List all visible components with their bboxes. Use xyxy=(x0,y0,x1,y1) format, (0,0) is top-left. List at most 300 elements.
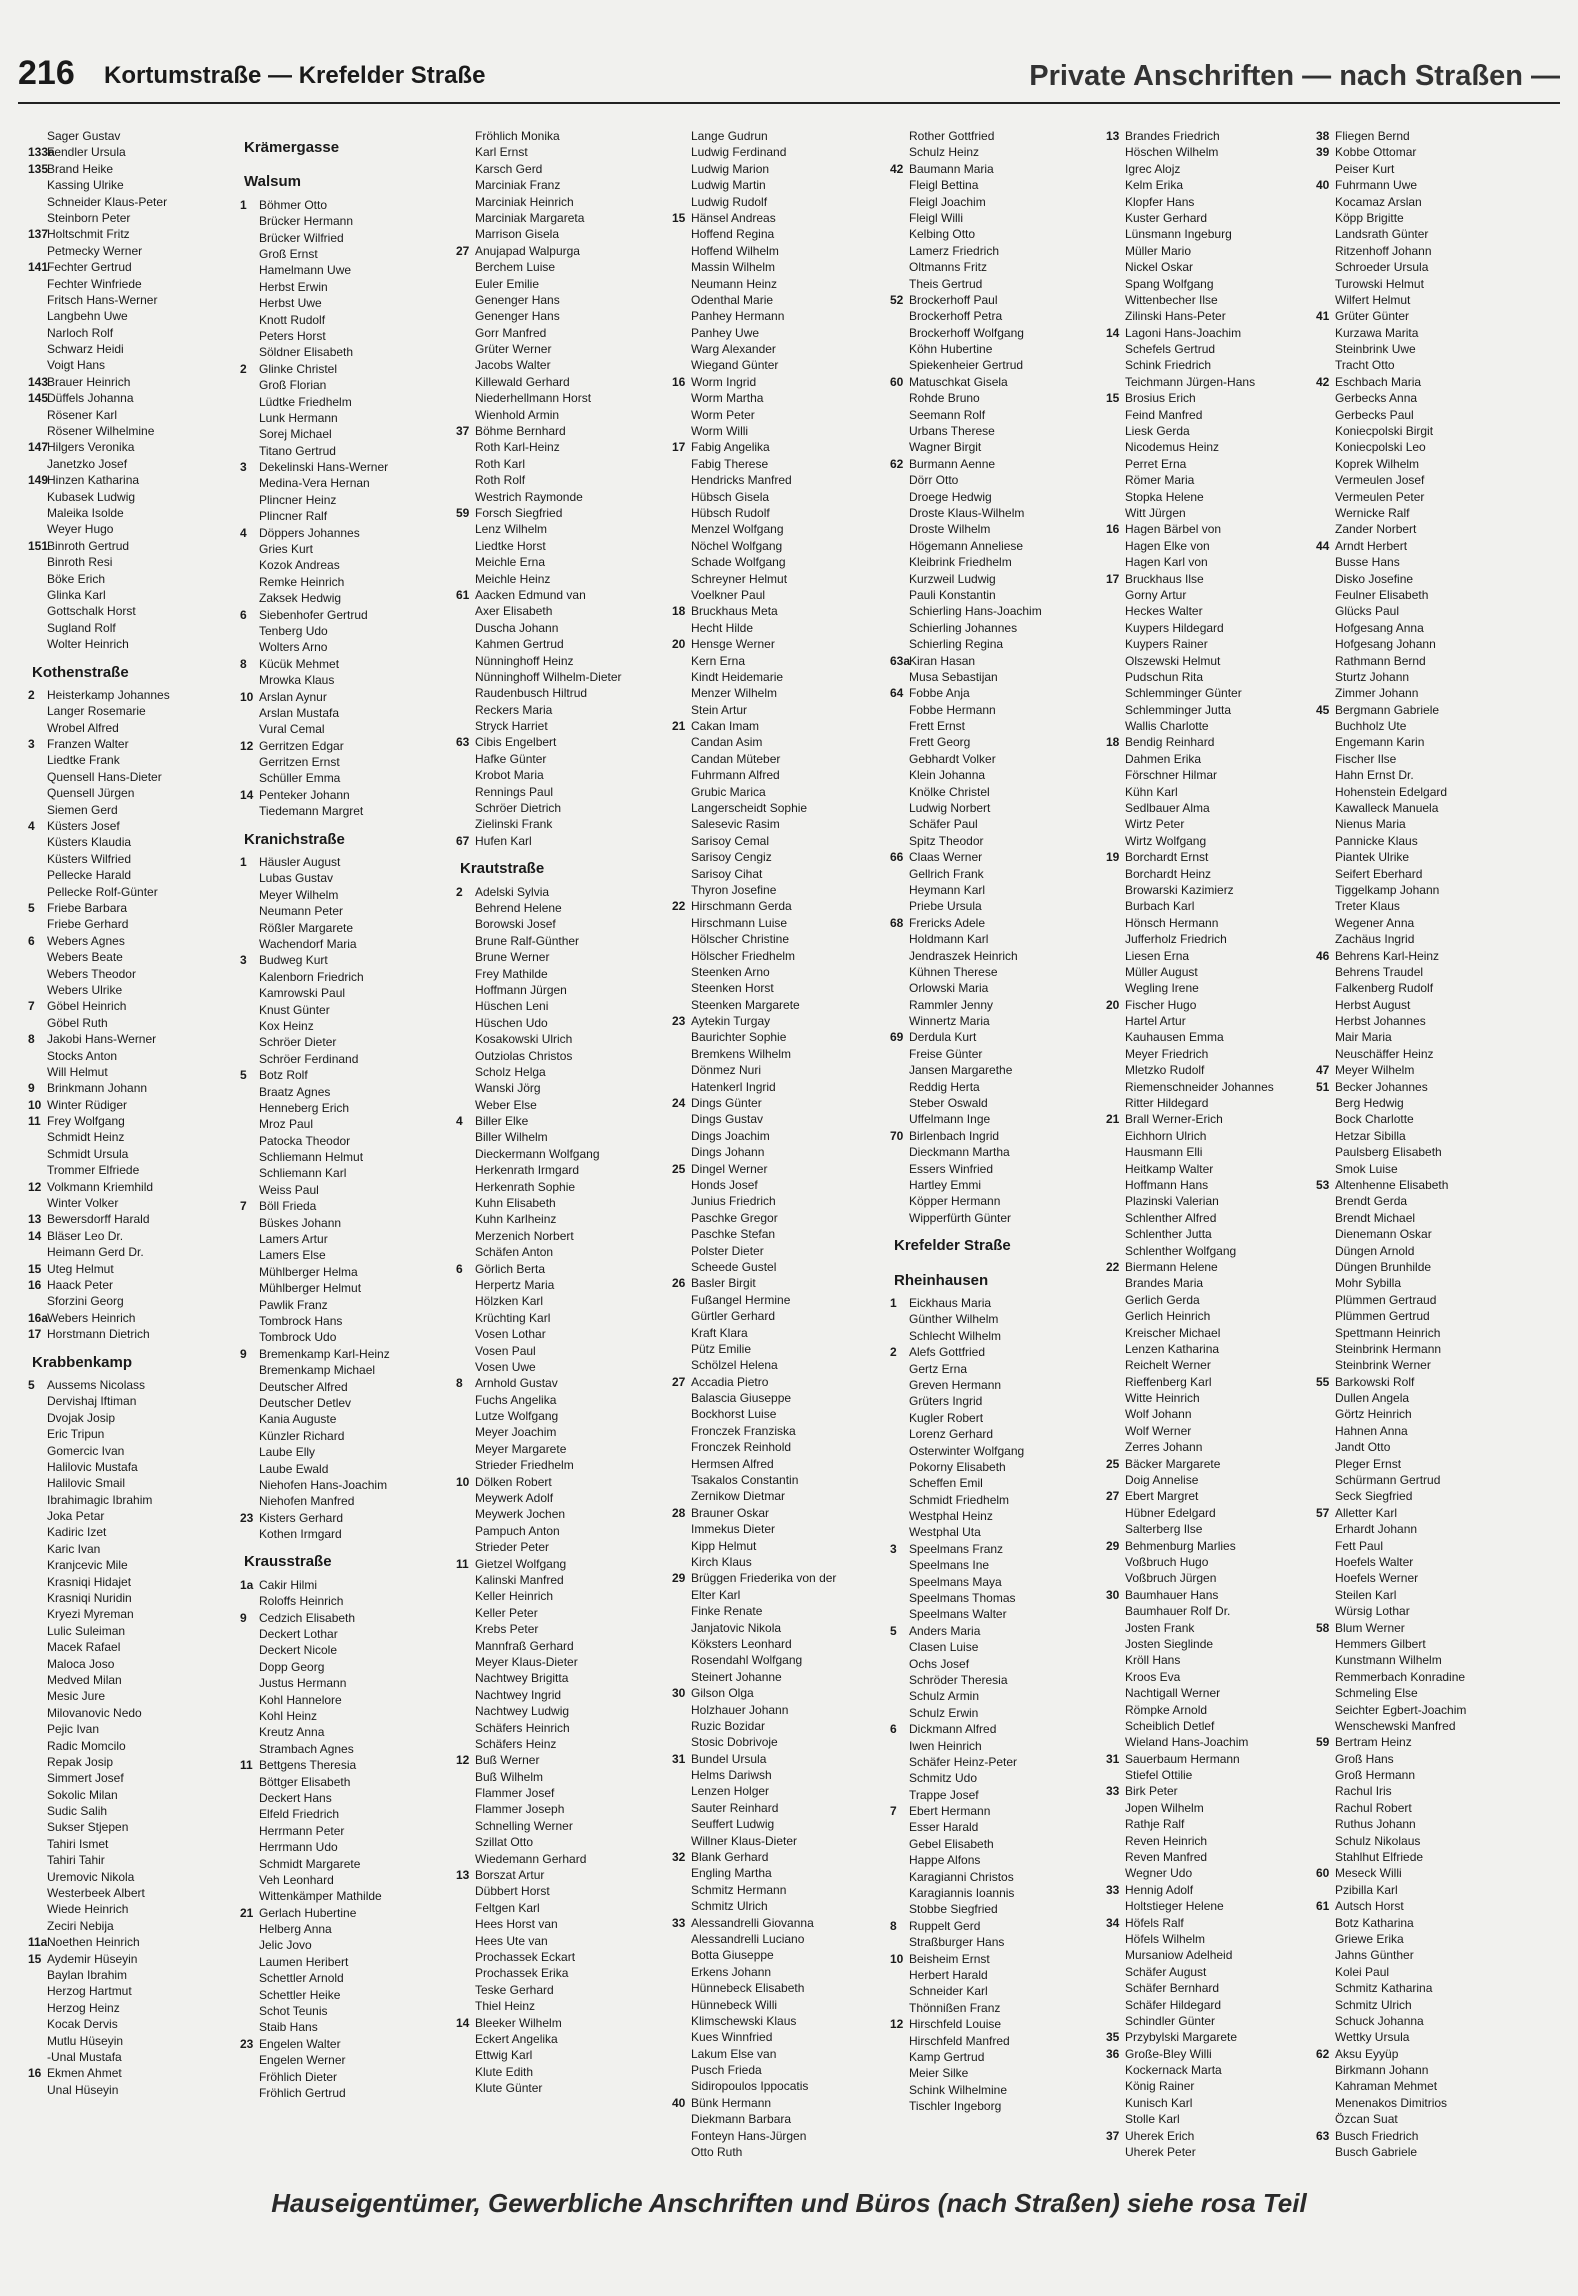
resident-name: Kubasek Ludwig xyxy=(47,489,136,504)
resident-name: Tiedemann Margret xyxy=(259,804,364,819)
resident-name: Kothen Irmgard xyxy=(259,1527,342,1542)
resident-name: Fröhlich Monika xyxy=(475,129,560,143)
resident-name: Ochs Josef xyxy=(909,1656,970,1671)
resident-entry xyxy=(1316,1144,1514,1160)
resident-name: Meyer Klaus-Dieter xyxy=(475,1654,578,1669)
resident-entry xyxy=(890,1738,1088,1754)
resident-name: Griewe Erika xyxy=(1335,1931,1404,1946)
resident-entry xyxy=(240,854,438,870)
resident-entry xyxy=(672,734,870,750)
resident-name: Bleeker Wilhelm xyxy=(475,2015,562,2030)
resident-name: Deutscher Detlev xyxy=(259,1395,352,1410)
resident-name: Massin Wilhelm xyxy=(691,260,776,275)
resident-name: Böll Frieda xyxy=(259,1199,317,1214)
resident-entry xyxy=(672,472,870,488)
house-number: 13 xyxy=(456,1868,470,1883)
resident-entry xyxy=(240,1823,438,1839)
resident-entry xyxy=(1316,2046,1514,2062)
resident-entry xyxy=(28,1623,226,1639)
resident-entry xyxy=(890,653,1088,669)
resident-entry xyxy=(456,966,654,982)
resident-name: Buß Wilhelm xyxy=(475,1769,544,1784)
resident-entry xyxy=(672,1259,870,1275)
resident-name: Schmitz Udo xyxy=(909,1771,978,1786)
resident-entry xyxy=(890,439,1088,455)
resident-entry xyxy=(456,472,654,488)
resident-entry xyxy=(240,1839,438,1855)
resident-name: Paulsberg Elisabeth xyxy=(1335,1145,1442,1160)
resident-entry xyxy=(240,1297,438,1313)
resident-entry xyxy=(890,243,1088,259)
resident-entry xyxy=(28,1967,226,1983)
resident-entry xyxy=(240,721,438,737)
page-number: 216 xyxy=(18,54,75,92)
resident-entry xyxy=(672,882,870,898)
resident-name: Gerbecks Anna xyxy=(1335,391,1418,406)
resident-entry xyxy=(1316,1243,1514,1259)
resident-entry xyxy=(1106,341,1304,357)
resident-entry xyxy=(456,177,654,193)
resident-name: Hübsch Gisela xyxy=(691,489,770,504)
resident-entry xyxy=(890,456,1088,472)
resident-entry xyxy=(1106,2128,1304,2144)
resident-entry xyxy=(28,687,226,703)
resident-entry xyxy=(672,259,870,275)
resident-name: Wolter Heinrich xyxy=(47,637,129,652)
resident-entry xyxy=(456,1146,654,1162)
resident-name: Strieder Peter xyxy=(475,1540,550,1555)
resident-entry xyxy=(1316,439,1514,455)
resident-name: Kauhausen Emma xyxy=(1125,1030,1224,1045)
resident-entry xyxy=(1106,1406,1304,1422)
house-number: 11 xyxy=(456,1556,469,1571)
resident-name: Brockerhoff Paul xyxy=(909,292,998,307)
resident-entry xyxy=(456,2015,654,2031)
resident-name: Wrobel Alfred xyxy=(47,720,119,735)
resident-name: Steber Oswald xyxy=(909,1096,988,1111)
resident-entry xyxy=(672,554,870,570)
resident-name: Stocks Anton xyxy=(47,1048,118,1063)
resident-entry xyxy=(28,308,226,324)
resident-name: Hafke Günter xyxy=(475,751,547,766)
house-number: 11 xyxy=(240,1758,253,1773)
resident-entry xyxy=(672,1193,870,1209)
resident-name: Fleigl Joachim xyxy=(909,194,986,209)
resident-name: Biller Wilhelm xyxy=(475,1130,548,1145)
resident-name: Höfels Wilhelm xyxy=(1125,1931,1206,1946)
house-number: 31 xyxy=(672,1751,686,1766)
resident-name: Fett Paul xyxy=(1335,1538,1384,1553)
resident-entry xyxy=(1316,620,1514,636)
resident-name: Wienhold Armin xyxy=(475,407,560,422)
resident-entry xyxy=(1316,571,1514,587)
resident-entry xyxy=(672,866,870,882)
resident-name: Arnhold Gustav xyxy=(475,1376,558,1391)
resident-entry xyxy=(240,1395,438,1411)
resident-entry xyxy=(1316,1702,1514,1718)
resident-entry xyxy=(1106,685,1304,701)
resident-name: Kiran Hasan xyxy=(909,653,976,668)
resident-name: Scheiblich Detlef xyxy=(1125,1718,1215,1733)
resident-entry xyxy=(456,1310,654,1326)
resident-name: Wegling Irene xyxy=(1125,981,1199,996)
resident-entry xyxy=(1316,226,1514,242)
house-number: 14 xyxy=(240,787,254,802)
resident-name: Häusler August xyxy=(259,855,341,870)
resident-name: Seemann Rolf xyxy=(909,407,986,422)
resident-name: Droste Wilhelm xyxy=(909,522,991,537)
house-number: 21 xyxy=(240,1905,254,1920)
resident-entry xyxy=(672,2029,870,2045)
resident-entry xyxy=(1316,276,1514,292)
resident-name: Scholz Helga xyxy=(475,1064,546,1079)
house-number: 27 xyxy=(1106,1489,1120,1504)
resident-name: Hölzken Karl xyxy=(475,1294,544,1309)
resident-entry xyxy=(672,816,870,832)
resident-name: Thönnißen Franz xyxy=(909,2000,1001,2015)
resident-entry xyxy=(28,949,226,965)
resident-name: Halilovic Smail xyxy=(47,1476,126,1491)
resident-name: Schäfen Anton xyxy=(475,1245,554,1260)
house-number: 42 xyxy=(890,161,904,176)
resident-entry xyxy=(28,357,226,373)
resident-name: Küsters Wilfried xyxy=(47,851,132,866)
resident-entry xyxy=(240,541,438,557)
resident-name: Görtz Heinrich xyxy=(1335,1407,1412,1422)
resident-entry xyxy=(890,1524,1088,1540)
resident-entry xyxy=(890,2098,1088,2114)
resident-entry xyxy=(28,1393,226,1409)
house-number: 2 xyxy=(890,1345,897,1360)
resident-entry xyxy=(672,1800,870,1816)
house-number: 36 xyxy=(1106,2046,1120,2061)
resident-name: Altenhenne Elisabeth xyxy=(1335,1178,1449,1192)
resident-name: Marciniak Heinrich xyxy=(475,194,574,209)
resident-entry xyxy=(672,1308,870,1324)
resident-entry xyxy=(240,1757,438,1773)
house-number: 14 xyxy=(1106,325,1120,340)
resident-entry xyxy=(1106,1046,1304,1062)
resident-entry xyxy=(1106,1685,1304,1701)
resident-name: Jakobi Hans-Werner xyxy=(47,1032,157,1047)
resident-name: Dieckermann Wolfgang xyxy=(475,1146,600,1161)
resident-entry xyxy=(1106,1177,1304,1193)
resident-entry xyxy=(890,1095,1088,1111)
resident-name: Honds Josef xyxy=(691,1178,758,1192)
resident-entry xyxy=(890,144,1088,160)
resident-entry xyxy=(456,226,654,242)
resident-name: Lenzen Holger xyxy=(691,1784,770,1799)
house-number: 6 xyxy=(890,1722,897,1737)
resident-name: Flammer Joseph xyxy=(475,1802,565,1817)
resident-entry xyxy=(456,620,654,636)
resident-name: Tenberg Udo xyxy=(259,623,328,638)
resident-name: Söldner Elisabeth xyxy=(259,345,354,360)
resident-entry xyxy=(28,1852,226,1868)
resident-name: Kuster Gerhard xyxy=(1125,210,1208,225)
resident-name: Kobbe Ottomar xyxy=(1335,145,1417,160)
resident-entry xyxy=(890,1361,1088,1377)
house-number: 5 xyxy=(240,1068,247,1083)
resident-entry xyxy=(240,803,438,819)
resident-entry xyxy=(1316,259,1514,275)
house-number: 21 xyxy=(1106,1112,1120,1127)
resident-entry xyxy=(890,390,1088,406)
resident-entry xyxy=(1106,161,1304,177)
resident-entry xyxy=(1316,1423,1514,1439)
resident-name: Liedtke Horst xyxy=(475,538,546,553)
resident-entry xyxy=(1106,1062,1304,1078)
resident-name: Düngen Brunhilde xyxy=(1335,1259,1432,1274)
house-number: 26 xyxy=(672,1276,686,1291)
resident-name: Sturtz Johann xyxy=(1335,669,1410,684)
resident-entry xyxy=(890,521,1088,537)
resident-name: Tiggelkamp Johann xyxy=(1335,882,1440,897)
resident-name: Niehofen Hans-Joachim xyxy=(259,1477,388,1492)
resident-name: Mühlberger Helmut xyxy=(259,1281,362,1296)
resident-entry xyxy=(28,2033,226,2049)
resident-entry xyxy=(28,1770,226,1786)
resident-entry xyxy=(456,1195,654,1211)
resident-entry xyxy=(240,574,438,590)
resident-name: Knust Günter xyxy=(259,1002,330,1017)
resident-name: Tombrock Udo xyxy=(259,1330,337,1345)
resident-entry xyxy=(1106,1702,1304,1718)
resident-entry xyxy=(456,1851,654,1867)
resident-entry xyxy=(1316,177,1514,193)
resident-name: Speelmans Thomas xyxy=(909,1591,1016,1606)
house-number: 59 xyxy=(456,505,470,520)
resident-entry xyxy=(672,1980,870,1996)
resident-entry xyxy=(28,472,226,488)
resident-name: Ritter Hildegard xyxy=(1125,1096,1209,1111)
resident-name: Stosic Dobrivoje xyxy=(691,1735,778,1750)
resident-entry xyxy=(672,620,870,636)
resident-entry xyxy=(240,312,438,328)
resident-name: Greven Hermann xyxy=(909,1377,1002,1392)
resident-name: Zerres Johann xyxy=(1125,1440,1203,1455)
resident-name: Laube Ewald xyxy=(259,1461,329,1476)
resident-name: Heckes Walter xyxy=(1125,604,1203,619)
resident-entry xyxy=(1316,734,1514,750)
resident-entry xyxy=(1316,1767,1514,1783)
resident-name: Dopp Georg xyxy=(259,1659,325,1674)
resident-entry xyxy=(890,2000,1088,2016)
resident-name: Wipperfürth Günter xyxy=(909,1210,1012,1225)
resident-entry xyxy=(240,787,438,803)
resident-name: Schulz Nikolaus xyxy=(1335,1833,1421,1848)
resident-entry xyxy=(890,1508,1088,1524)
resident-name: Zeciri Nebija xyxy=(47,1918,114,1933)
resident-entry xyxy=(1316,636,1514,652)
resident-name: Wirtz Peter xyxy=(1125,817,1185,832)
resident-entry xyxy=(28,933,226,949)
resident-name: Aksu Eyyüp xyxy=(1335,2046,1399,2061)
resident-name: Winnertz Maria xyxy=(909,1014,990,1029)
resident-entry xyxy=(28,1705,226,1721)
resident-name: Franzen Walter xyxy=(47,737,129,752)
house-number: 11 xyxy=(28,1114,41,1129)
resident-entry xyxy=(672,538,870,554)
resident-entry xyxy=(1106,292,1304,308)
resident-name: Heisterkamp Johannes xyxy=(47,687,170,702)
resident-name: Baumhauer Hans xyxy=(1125,1587,1219,1602)
resident-entry xyxy=(456,1097,654,1113)
resident-name: Dervishaj Iftiman xyxy=(47,1394,137,1409)
resident-entry xyxy=(672,997,870,1013)
resident-entry xyxy=(28,1672,226,1688)
resident-name: Özcan Suat xyxy=(1335,2112,1398,2127)
resident-entry xyxy=(240,1133,438,1149)
resident-entry xyxy=(240,705,438,721)
resident-entry xyxy=(1316,1833,1514,1849)
resident-name: Sarisoy Cihat xyxy=(691,866,763,881)
resident-entry xyxy=(28,998,226,1014)
house-number: 15 xyxy=(28,1951,42,1966)
house-number: 30 xyxy=(672,1686,686,1701)
resident-name: Siemen Gerd xyxy=(47,802,118,817)
resident-entry xyxy=(1106,849,1304,865)
resident-name: Kleibrink Friedhelm xyxy=(909,555,1012,570)
resident-entry xyxy=(240,1182,438,1198)
resident-entry xyxy=(240,1067,438,1083)
resident-name: Jandt Otto xyxy=(1335,1440,1391,1455)
street-heading: Kothenstraße xyxy=(32,663,129,681)
house-number: 37 xyxy=(456,424,470,439)
house-number: 2 xyxy=(28,687,35,702)
resident-name: Frett Georg xyxy=(909,735,971,750)
resident-entry xyxy=(456,1949,654,1965)
resident-name: Schulz Erwin xyxy=(909,1705,979,1720)
resident-name: Westrich Raymonde xyxy=(475,489,583,504)
resident-entry xyxy=(28,1574,226,1590)
resident-name: Neumann Peter xyxy=(259,904,344,919)
resident-name: Liesk Gerda xyxy=(1125,424,1190,439)
resident-entry xyxy=(456,1654,654,1670)
resident-entry xyxy=(1316,325,1514,341)
resident-name: Lulic Suleiman xyxy=(47,1623,126,1638)
resident-entry xyxy=(890,2016,1088,2032)
resident-name: Niederhellmann Horst xyxy=(475,391,592,406)
resident-name: Ibrahimagic Ibrahim xyxy=(47,1492,153,1507)
house-number: 13 xyxy=(28,1212,42,1227)
resident-name: Kuhn Elisabeth xyxy=(475,1196,556,1211)
resident-name: Peters Horst xyxy=(259,328,326,343)
resident-name: Spang Wolfgang xyxy=(1125,276,1214,291)
resident-name: Mrowka Klaus xyxy=(259,673,335,688)
resident-entry xyxy=(240,475,438,491)
resident-name: Karagianni Christos xyxy=(909,1869,1014,1884)
resident-entry xyxy=(672,1636,870,1652)
resident-entry xyxy=(672,243,870,259)
resident-entry xyxy=(456,571,654,587)
resident-entry xyxy=(890,1705,1088,1721)
resident-name: Forsch Siegfried xyxy=(475,505,563,520)
resident-name: Nicodemus Heinz xyxy=(1125,440,1220,455)
resident-entry xyxy=(1106,1357,1304,1373)
resident-entry xyxy=(890,1803,1088,1819)
resident-entry xyxy=(1106,1472,1304,1488)
resident-name: Paschke Stefan xyxy=(691,1227,776,1242)
resident-name: Reven Manfred xyxy=(1125,1850,1208,1865)
resident-name: Deckert Nicole xyxy=(259,1643,338,1658)
resident-name: Ritzenhoff Johann xyxy=(1335,243,1432,258)
resident-name: Kalinski Manfred xyxy=(475,1573,564,1587)
resident-name: Lorenz Gerhard xyxy=(909,1427,994,1442)
resident-name: Pawlik Franz xyxy=(259,1297,328,1312)
resident-name: Kelm Erika xyxy=(1125,178,1184,193)
resident-name: Aytekin Turgay xyxy=(691,1014,771,1029)
resident-name: Göbel Heinrich xyxy=(47,999,127,1014)
resident-entry xyxy=(672,1570,870,1586)
resident-entry xyxy=(1316,374,1514,390)
resident-entry xyxy=(28,851,226,867)
resident-name: Busch Friedrich xyxy=(1335,2128,1419,2143)
resident-name: Hoffmann Hans xyxy=(1125,1178,1209,1192)
resident-entry xyxy=(672,144,870,160)
resident-entry xyxy=(890,210,1088,226)
resident-name: Lenzen Katharina xyxy=(1125,1341,1220,1356)
resident-entry xyxy=(28,834,226,850)
resident-name: Kunisch Karl xyxy=(1125,2095,1193,2110)
resident-entry xyxy=(28,1426,226,1442)
resident-entry xyxy=(672,1718,870,1734)
resident-entry xyxy=(28,1277,226,1293)
resident-entry xyxy=(28,1688,226,1704)
resident-entry xyxy=(890,1557,1088,1573)
resident-entry xyxy=(240,1329,438,1345)
resident-entry xyxy=(890,1623,1088,1639)
resident-name: Hees Horst van xyxy=(475,1917,558,1932)
resident-name: Jahns Günther xyxy=(1335,1948,1414,1963)
house-number: 17 xyxy=(1106,571,1120,586)
resident-entry xyxy=(1316,1980,1514,1996)
resident-name: Nünninghoff Heinz xyxy=(475,653,574,668)
resident-name: Schüller Emma xyxy=(259,771,341,786)
resident-name: Lamers Else xyxy=(259,1248,326,1263)
resident-entry xyxy=(1106,243,1304,259)
resident-name: Schettler Arnold xyxy=(259,1971,344,1986)
resident-entry xyxy=(672,800,870,816)
resident-name: Botta Giuseppe xyxy=(691,1948,774,1963)
resident-name: Wegener Anna xyxy=(1335,915,1415,930)
house-number: 145 xyxy=(28,391,49,406)
resident-entry xyxy=(456,1457,654,1473)
resident-name: Hoffend Regina xyxy=(691,227,775,242)
resident-entry xyxy=(240,1526,438,1542)
house-number: 35 xyxy=(1106,2030,1120,2045)
resident-entry xyxy=(28,1031,226,1047)
resident-name: Förschner Hilmar xyxy=(1125,768,1218,783)
resident-entry xyxy=(1316,489,1514,505)
resident-entry xyxy=(28,374,226,390)
resident-name: Bremkens Wilhelm xyxy=(691,1046,792,1061)
resident-name: Scheffen Emil xyxy=(909,1476,983,1491)
resident-name: Dekelinski Hans-Werner xyxy=(259,460,389,475)
resident-name: Engelen Walter xyxy=(259,2036,341,2051)
resident-name: Wolf Werner xyxy=(1125,1423,1192,1438)
house-number: 37 xyxy=(1106,2128,1120,2143)
resident-entry xyxy=(28,2082,226,2098)
resident-name: Steinbrink Werner xyxy=(1335,1358,1431,1373)
resident-entry xyxy=(890,1688,1088,1704)
resident-name: Speelmans Franz xyxy=(909,1541,1004,1556)
house-number: 62 xyxy=(890,456,904,471)
house-number: 1 xyxy=(890,1295,897,1310)
resident-entry xyxy=(1106,1915,1304,1931)
resident-entry xyxy=(1316,751,1514,767)
resident-name: Oltmanns Fritz xyxy=(909,260,988,275)
